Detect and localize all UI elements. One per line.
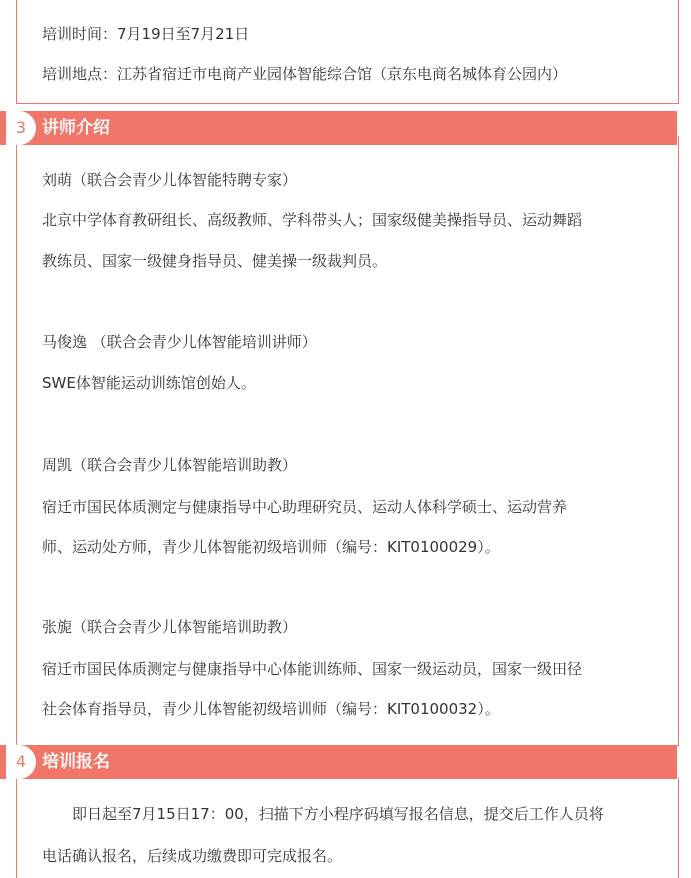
lecturer-1-desc-line: 北京中学体育教研组长、高级教师、学科带头人；国家级健美操指导员、运动舞蹈 <box>42 211 583 229</box>
lecturer-4-desc-line: 宿迁市国民体质测定与健康指导中心体能训练师、国家一级运动员，国家一级田径 <box>42 660 583 678</box>
training-time: 培训时间：7月19日至7月21日 <box>42 25 250 43</box>
lecturer-3-desc-line: 宿迁市国民体质测定与健康指导中心助理研究员、运动人体科学硕士、运动营养 <box>42 498 568 516</box>
lecturer-3-name: 周凯（联合会青少儿体智能培训助教） <box>42 456 298 474</box>
section-title: 讲师介绍 <box>42 118 110 138</box>
lecturer-1-name: 刘萌（联合会青少儿体智能特聘专家） <box>42 171 298 189</box>
section2-frame <box>16 0 679 104</box>
section-title: 培训报名 <box>42 752 110 772</box>
registration-text-line: 即日起至7月15日17：00，扫描下方小程序码填写报名信息，提交后工作人员将 <box>72 805 604 823</box>
training-location: 培训地点：江苏省宿迁市电商产业园体智能综合馆（京东电商名城体育公园内） <box>42 65 568 83</box>
section-number: 3 <box>6 111 36 145</box>
section-header-lecturers <box>0 111 677 145</box>
lecturer-1-desc-line: 教练员、国家一级健身指导员、健美操一级裁判员。 <box>42 252 388 270</box>
section-number: 4 <box>6 745 36 779</box>
lecturer-4-desc-line: 社会体育指导员，青少儿体智能初级培训师（编号：KIT0100032）。 <box>42 700 500 718</box>
lecturer-4-name: 张旎（联合会青少儿体智能培训助教） <box>42 618 298 636</box>
section-header-registration <box>0 745 677 779</box>
lecturer-2-desc-line: SWE体智能运动训练馆创始人。 <box>42 374 256 392</box>
lecturer-3-desc-line: 师、运动处方师，青少儿体智能初级培训师（编号：KIT0100029）。 <box>42 538 500 556</box>
registration-text-line: 电话确认报名，后续成功缴费即可完成报名。 <box>42 847 343 865</box>
lecturer-2-name: 马俊逸 （联合会青少儿体智能培训讲师） <box>42 333 317 351</box>
